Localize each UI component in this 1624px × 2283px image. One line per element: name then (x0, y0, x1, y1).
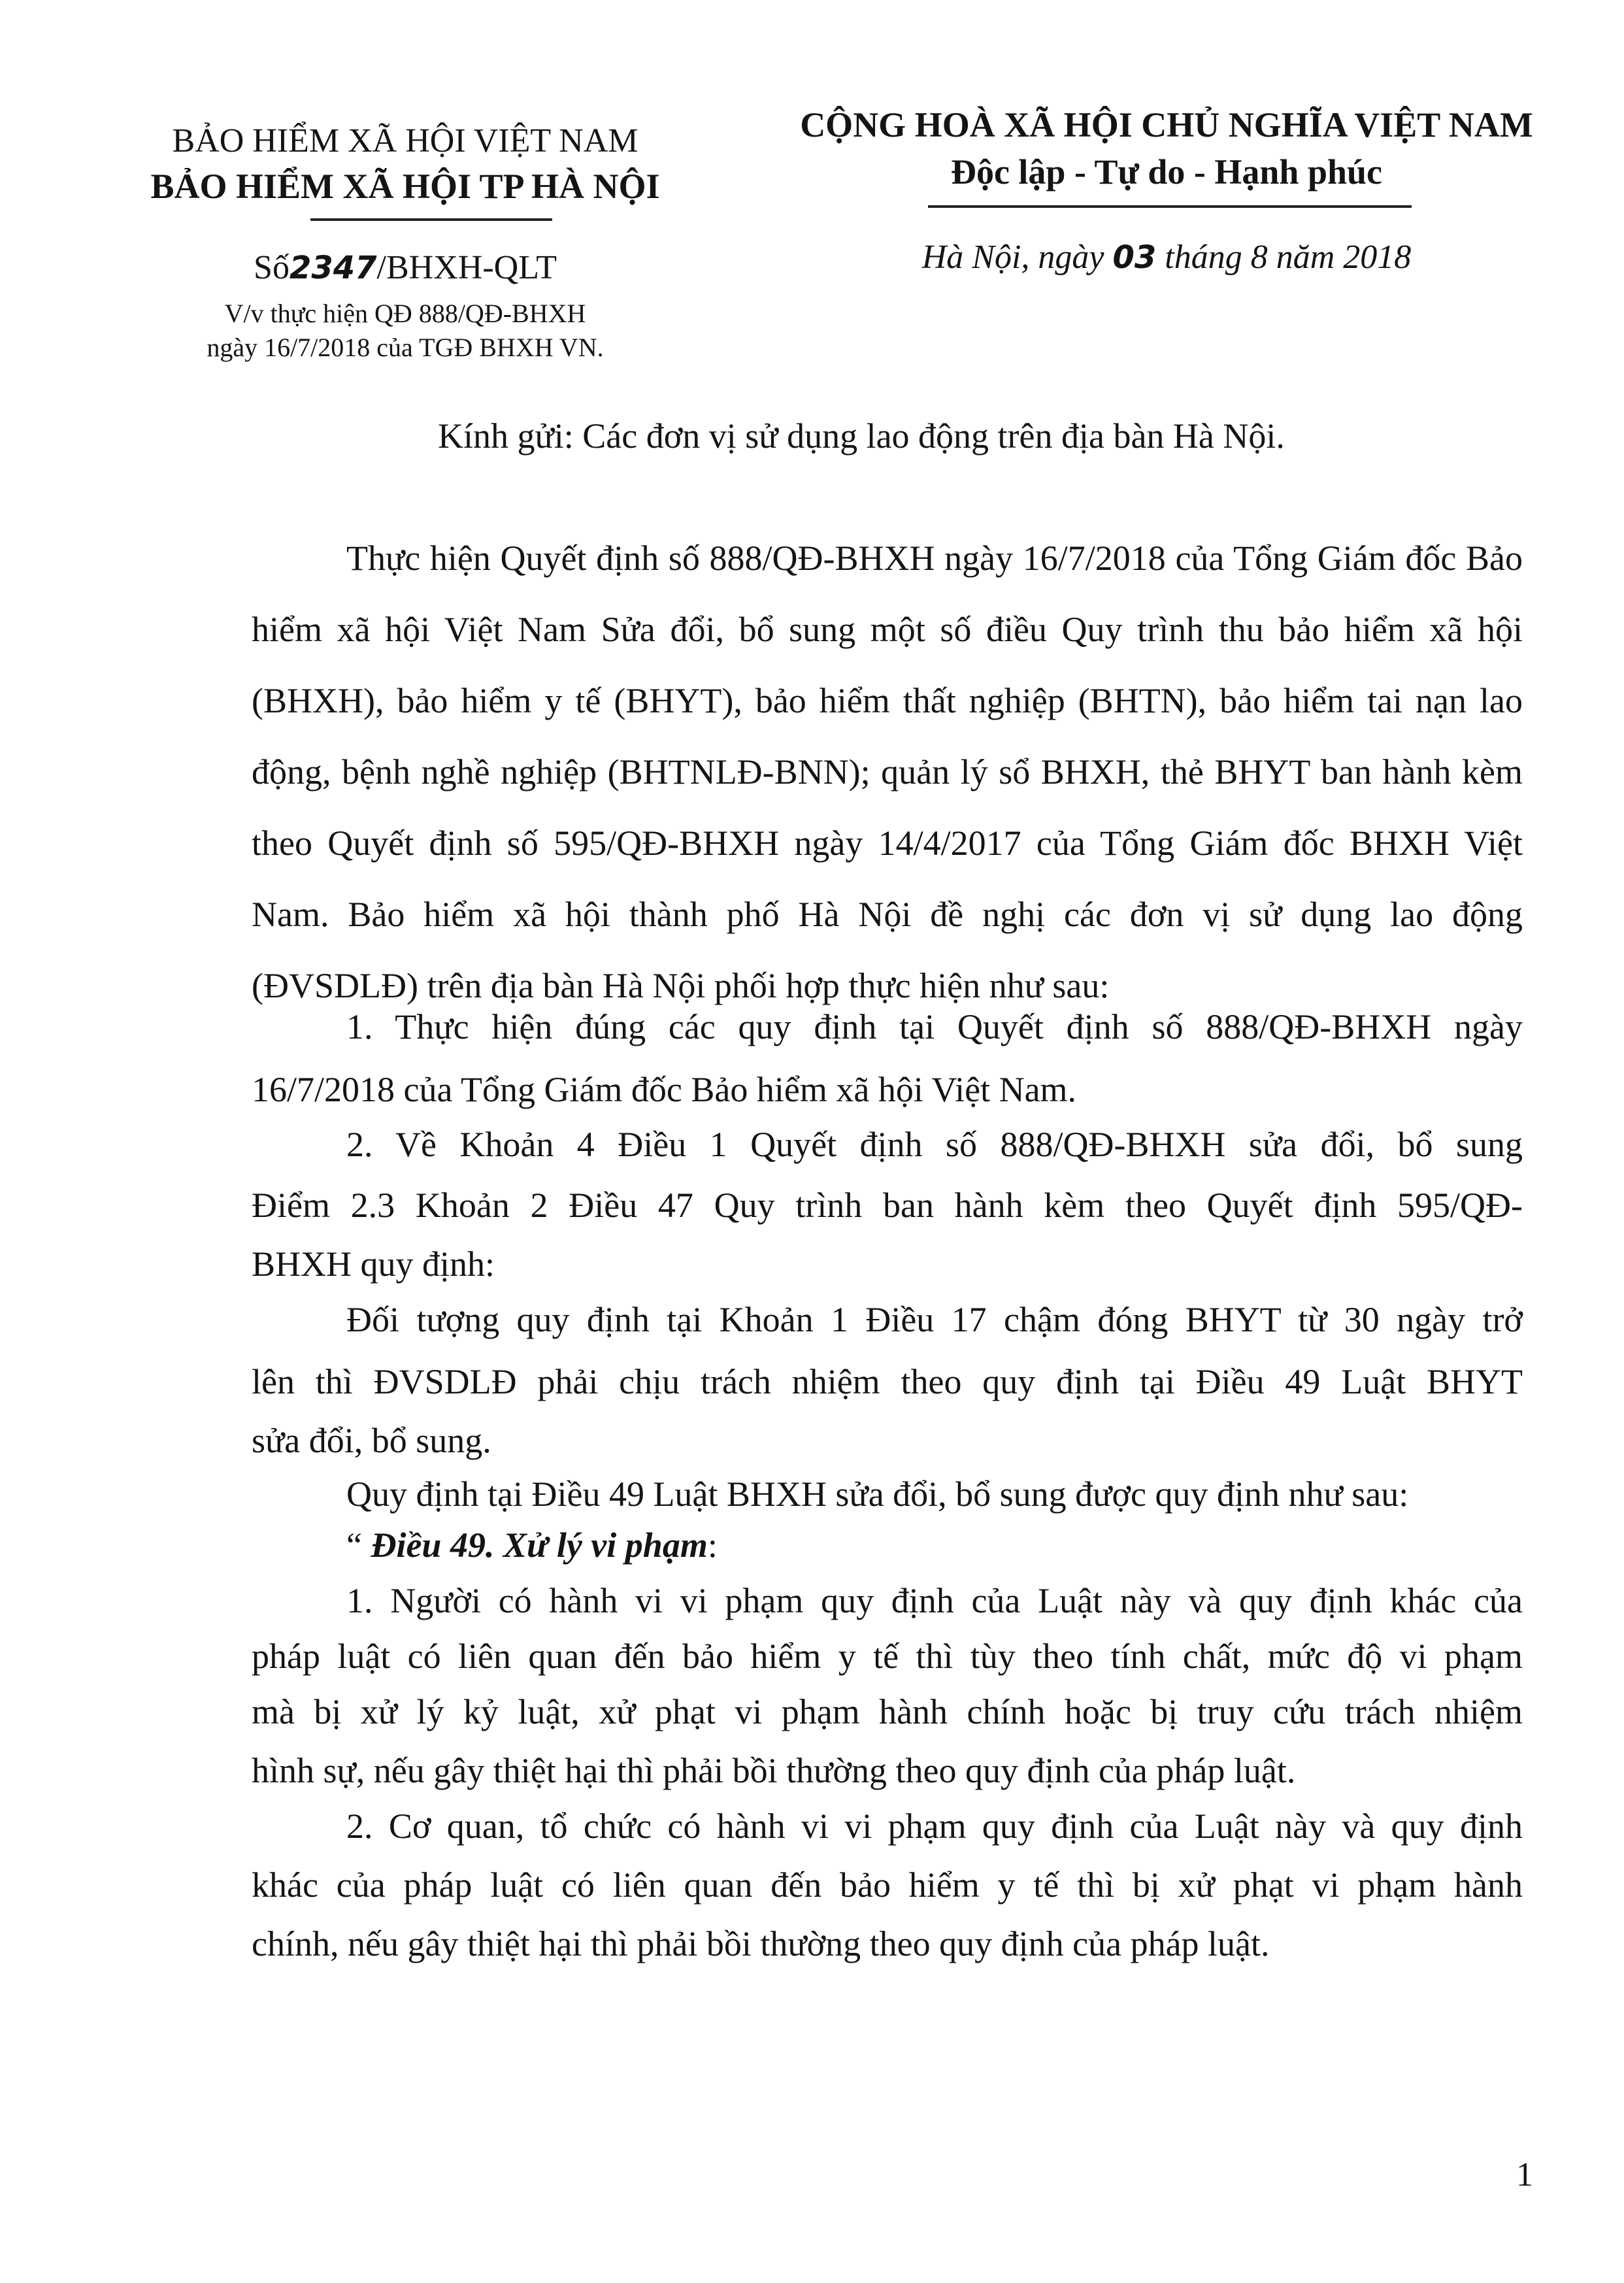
clause-2-line-1: 2. Cơ quan, tổ chức có hành vi vi phạm quy định của Luật này và quy định (346, 1807, 1523, 1846)
objects-line-2: lên thì ĐVSDLĐ phải chịu trách nhiệm theo quy định tại Điều 49 Luật BHYT (252, 1362, 1523, 1401)
intro-paragraph: Thực hiện Quyết định số 888/QĐ-BHXH ngày 16/7/2018 của Tổng Giám đốc Bảo hiểm xã hội Việt Nam Sửa đổi, bổ sung một số điều Quy trình thu bảo hiểm xã hội (BHXH), bảo hiểm y tế (BHYT), bảo hiểm thất nghiệp (BHTN), bảo hiểm tai nạn lao động, bệnh nghề nghiệp (BHTNLĐ-BNN); quản lý sổ BHXH, thẻ BHYT ban hành kèm theo Quyết định số 595/QĐ-BHXH ngày 14/4/2017 của Tổng Giám đốc BHXH Việt Nam. Bảo hiểm xã hội thành phố Hà Nội đề nghị các đơn vị sử dụng lao động (ĐVSDLĐ) trên địa bàn Hà Nội phối hợp thực hiện như sau: (252, 539, 1523, 1005)
issuing-authority: BẢO HIỂM XÃ HỘI TP HÀ NỘI (150, 167, 660, 206)
clause-1-line-4: hình sự, nếu gây thiệt hại thì phải bồi thường theo quy định của pháp luật. (252, 1751, 1296, 1790)
issuing-authority-parent: BẢO HIỂM XÃ HỘI VIỆT NAM (172, 122, 638, 159)
objects-line-3: sửa đổi, bổ sung. (252, 1421, 491, 1460)
subject-line-2: ngày 16/7/2018 của TGĐ BHXH VN. (207, 333, 604, 362)
date-prefix: Hà Nội, ngày (921, 239, 1104, 276)
article-title-text: Điều 49. Xử lý vi phạm (371, 1525, 708, 1565)
national-motto: Độc lập - Tự do - Hạnh phúc (950, 152, 1383, 192)
item-2-line-3: BHXH quy định: (252, 1244, 495, 1284)
item-2-line-2: Điểm 2.3 Khoản 2 Điều 47 Quy trình ban hành kèm theo Quyết định 595/QĐ- (252, 1186, 1523, 1225)
clause-1-line-1: 1. Người có hành vi vi phạm quy định của Luật này và quy định khác của (346, 1581, 1523, 1620)
page-number: 1 (1516, 2156, 1533, 2193)
item-2-line-1: 2. Về Khoản 4 Điều 1 Quyết định số 888/QĐ-BHXH sửa đổi, bổ sung (346, 1125, 1523, 1164)
rule-intro: Quy định tại Điều 49 Luật BHXH sửa đổi, bổ sung được quy định như sau: (346, 1475, 1409, 1514)
subject-line-1: V/v thực hiện QĐ 888/QĐ-BHXH (224, 299, 586, 328)
item-1-line-1: 1. Thực hiện đúng các quy định tại Quyết định số 888/QĐ-BHXH ngày (346, 1007, 1523, 1046)
clause-2-line-2: khác của pháp luật có liên quan đến bảo hiểm y tế thì bị xử phạt vi phạm hành (252, 1865, 1523, 1905)
clause-1-line-3: mà bị xử lý kỷ luật, xử phạt vi phạm hành chính hoặc bị truy cứu trách nhiệm (252, 1692, 1523, 1731)
objects-line-1: Đối tượng quy định tại Khoản 1 Điều 17 chậm đóng BHYT từ 30 ngày trở (346, 1300, 1523, 1339)
authority-underline (310, 218, 552, 221)
motto-underline (928, 205, 1412, 208)
date-day-handwritten: 03 (1112, 239, 1157, 276)
document-number (111, 248, 699, 287)
recipient-greeting: Kính gửi: Các đơn vị sử dụng lao động trên địa bàn Hà Nội. (438, 416, 1285, 456)
document-number-prefix: Số (254, 249, 290, 286)
document-number-handwritten: 2347 (289, 250, 377, 286)
clause-1-line-2: pháp luật có liên quan đến bảo hiểm y tế thì tùy theo tính chất, mức độ vi phạm (252, 1637, 1523, 1676)
national-title: CỘNG HOÀ XÃ HỘI CHỦ NGHĨA VIỆT NAM (800, 105, 1533, 144)
date-suffix: tháng 8 năm 2018 (1165, 239, 1412, 276)
clause-2-line-3: chính, nếu gây thiệt hại thì phải bồi thường theo quy định của pháp luật. (252, 1924, 1270, 1963)
place-and-date (758, 238, 1575, 276)
quote-mark: “ (346, 1525, 362, 1565)
item-1-line-2: 16/7/2018 của Tổng Giám đốc Bảo hiểm xã hội Việt Nam. (252, 1070, 1077, 1109)
document-number-suffix: /BHXH-QLT (376, 249, 557, 286)
article-title-colon: : (707, 1525, 718, 1565)
